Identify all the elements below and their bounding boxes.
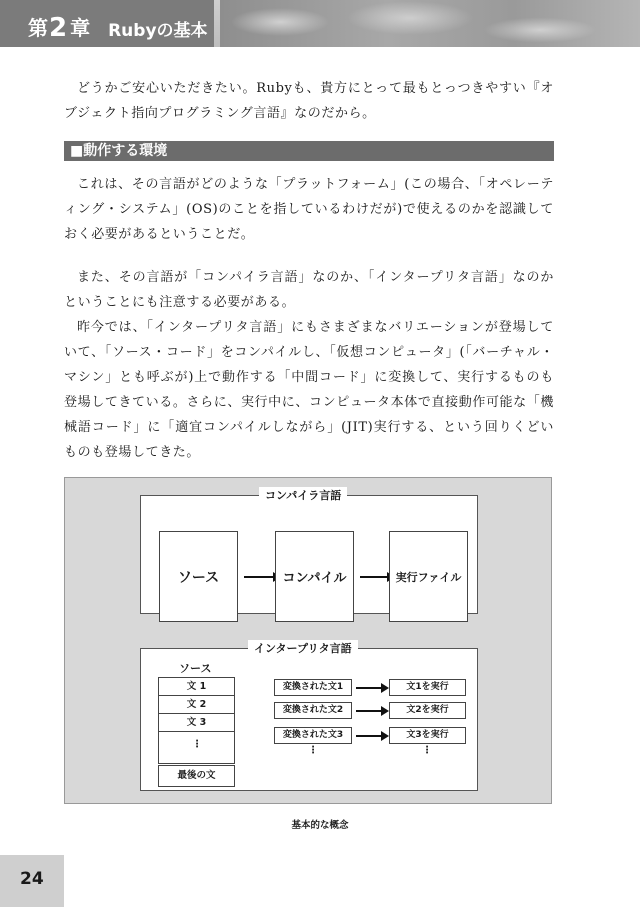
chapter-title: Rubyの基本 bbox=[108, 21, 208, 41]
page-number-tab bbox=[0, 855, 64, 907]
paragraph-platform: これは、その言語がどのような「プラットフォーム」(この場合、「オペレーティング・システム」(OS)のことを指しているわけだが)で使えるのかを認識しておく必要があるということだ。 bbox=[64, 177, 554, 242]
page-number: 24 bbox=[20, 869, 44, 889]
converted-ellipsis: ⋮ bbox=[308, 745, 318, 756]
intro-paragraph: どうかご安心いただきたい。Rubyも、貴方にとって最もとっつきやすい『オブジェクト指向プログラミング言語』なのだから。 bbox=[64, 81, 554, 121]
chapter-header bbox=[0, 0, 640, 47]
chapter-prefix: 第 bbox=[28, 16, 48, 40]
statement-1: 文 1 bbox=[158, 677, 235, 696]
compile-box: コンパイル bbox=[275, 531, 354, 622]
statement-3: 文 3 bbox=[158, 713, 235, 732]
converted-statement-1: 変換された文1 bbox=[274, 679, 352, 696]
concept-diagram bbox=[64, 477, 552, 804]
executed-ellipsis: ⋮ bbox=[422, 745, 432, 756]
executed-statement-2: 文2を実行 bbox=[389, 702, 466, 719]
interpreter-source-label: ソース bbox=[179, 662, 212, 675]
executable-box: 実行ファイル bbox=[389, 531, 468, 622]
exec-arrow-3 bbox=[356, 735, 382, 737]
executed-statement-1: 文1を実行 bbox=[389, 679, 466, 696]
chapter-tab bbox=[0, 0, 214, 47]
paragraph-compiler-interpreter: また、その言語が「コンパイラ言語」なのか、「インタープリタ言語」なのかということにも注意する必要がある。 bbox=[64, 270, 554, 310]
statement-2: 文 2 bbox=[158, 695, 235, 714]
exec-arrow-2 bbox=[356, 710, 382, 712]
compile-arrow-1 bbox=[244, 576, 274, 578]
paragraph-variations: 昨今では、「インタープリタ言語」にもさまざまなバリエーションが登場していて、「ソース・コード」をコンパイルし、「仮想コンピュータ」(「バーチャル・マシン」とも呼ぶが)上で動作する「中間コード」に変換して、実行するものも登場してきている。さらに、実行中に、コンピュータ本体で直接動作可能な「機械語コード」に「適宜コンパイルしながら」(JIT)実行する、という回りくどいものも登場してきた。 bbox=[64, 320, 554, 460]
interpreter-panel-title: インタープリタ言語 bbox=[248, 640, 358, 656]
executed-statement-3: 文3を実行 bbox=[389, 727, 466, 744]
figure-caption: 基本的な概念 bbox=[291, 820, 349, 831]
statement-gap-cell bbox=[158, 731, 235, 764]
exec-arrow-1 bbox=[356, 687, 382, 689]
chapter-suffix: 章 bbox=[70, 16, 91, 40]
interpreter-panel bbox=[140, 642, 478, 791]
converted-statement-2: 変換された文2 bbox=[274, 702, 352, 719]
chapter-number: 2 bbox=[49, 13, 68, 43]
section-heading: ■動作する環境 bbox=[64, 141, 554, 161]
converted-statement-3: 変換された文3 bbox=[274, 727, 352, 744]
compiler-panel-title: コンパイラ言語 bbox=[259, 487, 347, 503]
last-statement: 最後の文 bbox=[158, 765, 235, 787]
compile-arrow-2 bbox=[360, 576, 388, 578]
compiler-panel bbox=[140, 489, 478, 614]
statement-ellipsis: ⋮ bbox=[192, 739, 202, 750]
compiler-source-box: ソース bbox=[159, 531, 238, 622]
header-cloud-image bbox=[220, 0, 640, 47]
